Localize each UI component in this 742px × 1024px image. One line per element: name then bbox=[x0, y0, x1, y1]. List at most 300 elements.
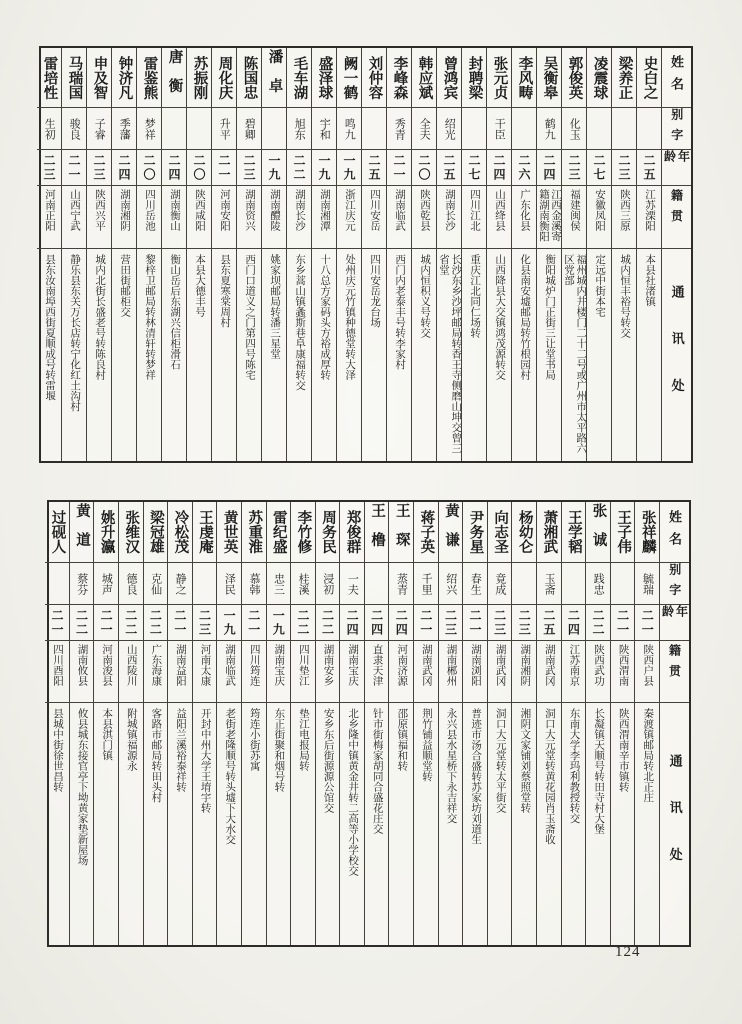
cell-name bbox=[562, 502, 586, 562]
cell-address bbox=[637, 248, 661, 461]
cell-address bbox=[94, 702, 118, 945]
cell-origin bbox=[387, 185, 411, 248]
cell-age bbox=[237, 149, 261, 185]
name-text: 过砚人 bbox=[49, 510, 66, 554]
address-text: 处州庆元竹镇种德堂转大泽 bbox=[344, 254, 356, 380]
cell-name bbox=[37, 48, 61, 107]
age-text: 二〇 bbox=[417, 153, 431, 182]
name-text: 吴衡皋 bbox=[541, 55, 558, 100]
entry-column bbox=[217, 502, 242, 945]
cell-age bbox=[389, 604, 413, 640]
cell-origin bbox=[217, 640, 241, 702]
age-text: 二七 bbox=[467, 153, 481, 182]
name-text: 阙一鹤 bbox=[341, 55, 358, 100]
cell-zi bbox=[463, 562, 487, 604]
cell-address bbox=[488, 702, 512, 945]
age-text: 二三 bbox=[92, 153, 106, 182]
cell-address bbox=[187, 248, 211, 461]
cell-name bbox=[267, 502, 291, 562]
cell-zi bbox=[187, 107, 211, 149]
cell-name bbox=[168, 502, 192, 562]
entry-column bbox=[70, 502, 95, 945]
cell-address bbox=[562, 702, 586, 945]
cell-origin bbox=[587, 185, 611, 248]
age-text: 二二 bbox=[295, 608, 310, 637]
origin-text: 湖南浏阳 bbox=[470, 644, 482, 686]
header-address-text: 通讯处 bbox=[669, 284, 685, 426]
cell-address bbox=[193, 702, 217, 945]
zi-text: 子睿 bbox=[93, 117, 106, 140]
address-text: 垫江电报局转 bbox=[297, 708, 309, 771]
zi-text: 千里 bbox=[420, 572, 433, 595]
cell-origin bbox=[365, 640, 389, 702]
cell-zi bbox=[365, 562, 389, 604]
origin-text: 河南安阳 bbox=[219, 189, 230, 231]
age-text: 二四 bbox=[345, 608, 360, 637]
cell-origin bbox=[316, 640, 340, 702]
name-text: 雷培性 bbox=[41, 55, 58, 100]
origin-text: 陕西户县 bbox=[642, 644, 654, 686]
address-text: 营田街邮柜交 bbox=[119, 254, 131, 317]
cell-address bbox=[162, 248, 186, 461]
cell-age bbox=[267, 604, 291, 640]
cell-zi bbox=[162, 107, 186, 149]
origin-text: 山西绛县 bbox=[494, 189, 505, 231]
cell-address bbox=[87, 248, 111, 461]
cell-origin bbox=[112, 185, 136, 248]
cell-name bbox=[337, 48, 361, 107]
age-text: 二三 bbox=[197, 608, 212, 637]
cell-zi bbox=[637, 107, 661, 149]
cell-name bbox=[488, 502, 512, 562]
name-text: 黄谦 bbox=[442, 503, 459, 561]
cell-name bbox=[340, 502, 364, 562]
zi-text: 绍光 bbox=[443, 117, 456, 140]
entry-column bbox=[137, 48, 162, 461]
zi-text: 绍兴 bbox=[444, 572, 457, 595]
zi-text: 升平 bbox=[218, 117, 231, 140]
address-text: 洞口大元堂转黄花园肖玉斋收 bbox=[543, 708, 555, 845]
address-text: 城内恒丰裕号转交 bbox=[619, 254, 631, 338]
age-text: 二二 bbox=[123, 608, 138, 637]
entry-column bbox=[168, 502, 193, 945]
cell-name bbox=[119, 502, 143, 562]
address-text: 永兴县水星桥下永吉祥交 bbox=[445, 708, 457, 824]
age-text: 二四 bbox=[167, 153, 181, 182]
cell-name bbox=[387, 48, 411, 107]
header-name-label bbox=[662, 48, 691, 107]
origin-text: 四川垫江 bbox=[297, 644, 309, 686]
entry-column bbox=[287, 48, 312, 461]
cell-zi bbox=[487, 107, 511, 149]
name-text: 梁养正 bbox=[616, 55, 633, 100]
name-text: 申及智 bbox=[91, 55, 108, 100]
cell-address bbox=[45, 702, 69, 945]
cell-name bbox=[412, 48, 436, 107]
origin-text: 浙江庆元 bbox=[344, 189, 355, 231]
entry-column bbox=[112, 48, 137, 461]
age-text: 二三 bbox=[517, 608, 532, 637]
cell-address bbox=[340, 702, 364, 945]
zi-text: 慕韩 bbox=[247, 572, 260, 595]
cell-zi bbox=[635, 562, 659, 604]
origin-text: 湖南长沙 bbox=[444, 189, 455, 231]
name-text: 黄道 bbox=[74, 503, 91, 561]
cell-age bbox=[217, 604, 241, 640]
cell-zi bbox=[362, 107, 386, 149]
name-text: 尹务星 bbox=[467, 510, 484, 554]
cell-origin bbox=[262, 185, 286, 248]
cell-name bbox=[462, 48, 486, 107]
name-text: 周化庆 bbox=[216, 55, 233, 100]
age-text: 二五 bbox=[367, 153, 381, 182]
origin-text: 江西金溪寄籍湖南衡阳 bbox=[538, 189, 561, 242]
cell-address bbox=[237, 248, 261, 461]
entry-column bbox=[562, 502, 587, 945]
address-text: 陕西渭南辛市镇转 bbox=[617, 708, 629, 792]
name-text: 刘仲容 bbox=[366, 55, 383, 100]
cell-origin bbox=[119, 640, 143, 702]
cell-name bbox=[611, 502, 635, 562]
age-text: 二三 bbox=[617, 153, 631, 182]
cell-origin bbox=[612, 185, 636, 248]
cell-address bbox=[512, 702, 536, 945]
zi-text: 骏良 bbox=[68, 117, 81, 140]
name-text: 杨幼仑 bbox=[516, 510, 533, 554]
zi-text: 蔡芬 bbox=[75, 572, 88, 595]
origin-text: 四川酉阳 bbox=[51, 644, 63, 686]
cell-name bbox=[587, 48, 611, 107]
address-text: 攸县城东接官亭下坳黄家垫新屋场 bbox=[76, 708, 88, 866]
entry-column bbox=[144, 502, 169, 945]
cell-origin bbox=[187, 185, 211, 248]
cell-origin bbox=[362, 185, 386, 248]
age-text: 二一 bbox=[99, 608, 114, 637]
zi-text: 静之 bbox=[174, 572, 187, 595]
cell-address bbox=[512, 248, 536, 461]
address-text: 益阳兰溪裕泰祥转 bbox=[175, 708, 187, 792]
cell-origin bbox=[242, 640, 266, 702]
address-text: 城内北街长盛老号转陈良村 bbox=[94, 254, 106, 380]
cell-origin bbox=[562, 185, 586, 248]
cell-origin bbox=[144, 640, 168, 702]
cell-zi bbox=[137, 107, 161, 149]
cell-zi bbox=[586, 562, 610, 604]
cell-name bbox=[45, 502, 69, 562]
cell-address bbox=[212, 248, 236, 461]
name-text: 黄世英 bbox=[221, 510, 238, 554]
age-text: 二四 bbox=[369, 608, 384, 637]
entry-column bbox=[537, 502, 562, 945]
cell-origin bbox=[512, 185, 536, 248]
origin-text: 湖南攸县 bbox=[76, 644, 88, 686]
zi-text: 桂溪 bbox=[297, 572, 310, 595]
cell-zi bbox=[437, 107, 461, 149]
name-text: 蒋子英 bbox=[418, 510, 435, 554]
cell-name bbox=[212, 48, 236, 107]
cell-address bbox=[119, 702, 143, 945]
cell-origin bbox=[637, 185, 661, 248]
cell-name bbox=[487, 48, 511, 107]
cell-origin bbox=[168, 640, 192, 702]
entry-column bbox=[537, 48, 562, 461]
origin-text: 江苏溧阳 bbox=[644, 189, 655, 231]
address-text: 东正街聚和烟号转 bbox=[273, 708, 285, 792]
address-text: 定远中街本宅 bbox=[594, 254, 606, 317]
cell-address bbox=[537, 248, 561, 461]
name-text: 雷鉴熊 bbox=[141, 55, 158, 100]
cell-address bbox=[70, 702, 94, 945]
origin-text: 四川岳池 bbox=[144, 189, 155, 231]
name-text: 李竹修 bbox=[295, 510, 312, 554]
header-age-label bbox=[660, 604, 689, 640]
cell-age bbox=[37, 149, 61, 185]
entry-column bbox=[162, 48, 187, 461]
address-text: 山西降县大交镇鸿茂源转交 bbox=[494, 254, 506, 380]
name-text: 史白之 bbox=[641, 55, 658, 100]
cell-zi bbox=[217, 562, 241, 604]
cell-origin bbox=[87, 185, 111, 248]
age-text: 二四 bbox=[394, 608, 409, 637]
origin-text: 湖南武冈 bbox=[494, 644, 506, 686]
cell-address bbox=[437, 248, 461, 461]
zi-text: 全夫 bbox=[418, 117, 431, 140]
cell-address bbox=[635, 702, 659, 945]
cell-address bbox=[611, 702, 635, 945]
cell-address bbox=[387, 248, 411, 461]
cell-age bbox=[316, 604, 340, 640]
entry-column bbox=[437, 48, 462, 461]
entry-column bbox=[637, 48, 662, 461]
entry-column bbox=[193, 502, 218, 945]
name-text: 郭俊英 bbox=[566, 55, 583, 100]
origin-text: 陕西三原 bbox=[619, 189, 630, 231]
origin-text: 安徽凤阳 bbox=[594, 189, 605, 231]
cell-name bbox=[262, 48, 286, 107]
origin-text: 陕西武功 bbox=[593, 644, 605, 686]
name-text: 张诚 bbox=[590, 503, 607, 561]
entry-column bbox=[487, 48, 512, 461]
cell-zi bbox=[312, 107, 336, 149]
age-text: 二一 bbox=[392, 153, 406, 182]
entry-column bbox=[316, 502, 341, 945]
age-text: 二二 bbox=[292, 153, 306, 182]
cell-address bbox=[112, 248, 136, 461]
zi-text: 克仙 bbox=[149, 572, 162, 595]
origin-text: 湖南醴陵 bbox=[269, 189, 280, 231]
entry-column bbox=[488, 502, 513, 945]
address-text: 东乡蒿山镇螽斯巷阜康福转交 bbox=[294, 254, 306, 391]
age-text: 二一 bbox=[172, 608, 187, 637]
header-age-text: 年龄 bbox=[660, 605, 689, 626]
cell-age bbox=[242, 604, 266, 640]
zi-text: 鹤九 bbox=[543, 117, 556, 140]
cell-age bbox=[287, 149, 311, 185]
origin-text: 直隶天津 bbox=[371, 644, 383, 686]
cell-zi bbox=[562, 107, 586, 149]
name-text: 雷纪盛 bbox=[270, 510, 287, 554]
origin-text: 四川江北 bbox=[469, 189, 480, 231]
cell-name bbox=[512, 502, 536, 562]
header-zi-text: 别字 bbox=[667, 563, 682, 604]
cell-zi bbox=[267, 562, 291, 604]
name-text: 凌震球 bbox=[591, 55, 608, 100]
name-text: 张维汉 bbox=[123, 510, 140, 554]
cell-zi bbox=[612, 107, 636, 149]
name-text: 梁冠雄 bbox=[147, 510, 164, 554]
address-text: 筠连小街苏寓 bbox=[248, 708, 260, 771]
age-text: 一九 bbox=[317, 153, 331, 182]
address-text: 普迹市汤合盛转苏家坊刘道生 bbox=[470, 708, 482, 845]
cell-origin bbox=[635, 640, 659, 702]
origin-text: 陕西兴平 bbox=[94, 189, 105, 231]
cell-age bbox=[562, 604, 586, 640]
cell-address bbox=[337, 248, 361, 461]
cell-age bbox=[62, 149, 86, 185]
entry-column bbox=[412, 48, 437, 461]
zi-text: 泽民 bbox=[223, 572, 236, 595]
name-text: 封聘梁 bbox=[466, 55, 483, 100]
cell-name bbox=[242, 502, 266, 562]
origin-text: 湖南郴州 bbox=[445, 644, 457, 686]
cell-origin bbox=[291, 640, 315, 702]
cell-zi bbox=[212, 107, 236, 149]
cell-origin bbox=[212, 185, 236, 248]
cell-zi bbox=[537, 107, 561, 149]
cell-age bbox=[70, 604, 94, 640]
address-text: 安乡东后街源源公馆交 bbox=[322, 708, 334, 813]
zi-text: 践忠 bbox=[592, 572, 605, 595]
cell-age bbox=[193, 604, 217, 640]
zi-text: 春生 bbox=[469, 572, 482, 595]
address-text: 县东夏寒棠周村 bbox=[219, 254, 231, 328]
cell-age bbox=[611, 604, 635, 640]
cell-origin bbox=[439, 640, 463, 702]
origin-text: 湖南资兴 bbox=[244, 189, 255, 231]
cell-age bbox=[612, 149, 636, 185]
cell-origin bbox=[586, 640, 610, 702]
entry-column bbox=[37, 48, 62, 461]
zi-text: 玉斋 bbox=[543, 572, 556, 595]
age-text: 二六 bbox=[517, 153, 531, 182]
cell-name bbox=[362, 48, 386, 107]
cell-zi bbox=[412, 107, 436, 149]
cell-age bbox=[337, 149, 361, 185]
cell-zi bbox=[262, 107, 286, 149]
address-text: 十八总方家码头方裕成厚转 bbox=[319, 254, 331, 380]
cell-address bbox=[137, 248, 161, 461]
age-text: 二三 bbox=[443, 608, 458, 637]
address-text: 县城中街徐世昌转 bbox=[52, 708, 64, 792]
address-text: 北乡隆中镇黄金井转二高等小学校交 bbox=[347, 708, 359, 876]
name-text: 周务民 bbox=[319, 510, 336, 554]
origin-text: 湖南武冈 bbox=[543, 644, 555, 686]
cell-zi bbox=[414, 562, 438, 604]
header-origin-text: 籍贯 bbox=[669, 189, 684, 230]
cell-zi bbox=[112, 107, 136, 149]
cell-address bbox=[412, 248, 436, 461]
cell-address bbox=[365, 702, 389, 945]
cell-name bbox=[537, 502, 561, 562]
entry-column bbox=[562, 48, 587, 461]
entry-column bbox=[291, 502, 316, 945]
header-zi-text: 别字 bbox=[669, 108, 684, 149]
entry-column bbox=[512, 48, 537, 461]
cell-zi bbox=[337, 107, 361, 149]
cell-origin bbox=[462, 185, 486, 248]
address-text: 西门口道义之门第四号陈宅 bbox=[244, 254, 256, 380]
name-text: 王橹 bbox=[369, 503, 386, 561]
header-origin-label bbox=[662, 185, 691, 248]
cell-age bbox=[162, 149, 186, 185]
cell-origin bbox=[537, 185, 561, 248]
origin-text: 湖南宝庆 bbox=[273, 644, 285, 686]
cell-zi bbox=[439, 562, 463, 604]
origin-text: 湖南临武 bbox=[224, 644, 236, 686]
zi-text: 生初 bbox=[43, 117, 56, 140]
cell-age bbox=[94, 604, 118, 640]
name-text: 王学韬 bbox=[565, 510, 582, 554]
cell-age bbox=[637, 149, 661, 185]
cell-address bbox=[414, 702, 438, 945]
cell-origin bbox=[562, 640, 586, 702]
address-text: 湘阴文家铺刘蔡照堂转 bbox=[519, 708, 531, 813]
cell-name bbox=[612, 48, 636, 107]
cell-name bbox=[463, 502, 487, 562]
cell-name bbox=[112, 48, 136, 107]
cell-address bbox=[612, 248, 636, 461]
cell-age bbox=[437, 149, 461, 185]
address-text: 本县大德丰号 bbox=[194, 254, 206, 317]
cell-zi bbox=[316, 562, 340, 604]
zi-text: 浸初 bbox=[321, 572, 334, 595]
cell-age bbox=[45, 604, 69, 640]
cell-zi bbox=[62, 107, 86, 149]
address-text: 西门内老泰丰号转李家村 bbox=[394, 254, 406, 370]
cell-zi bbox=[144, 562, 168, 604]
zi-text: 一夫 bbox=[346, 572, 359, 595]
age-text: 二二 bbox=[320, 608, 335, 637]
cell-age bbox=[537, 149, 561, 185]
address-text: 本县淇门镇 bbox=[101, 708, 113, 761]
cell-age bbox=[212, 149, 236, 185]
cell-age bbox=[586, 604, 610, 640]
cell-origin bbox=[437, 185, 461, 248]
zi-text: 蒸青 bbox=[395, 572, 408, 595]
zi-text: 旭东 bbox=[293, 117, 306, 140]
header-address-label bbox=[662, 248, 691, 461]
address-text: 客路市邮局转田头村 bbox=[150, 708, 162, 803]
address-text: 县东汝南埠西街夏顺成号转雷堰 bbox=[44, 254, 56, 401]
cell-origin bbox=[37, 185, 61, 248]
address-text: 姚家坝邮局转潘三星堂 bbox=[269, 254, 281, 359]
header-name-text: 姓名 bbox=[669, 55, 684, 100]
page-number: 124 bbox=[615, 944, 641, 960]
cell-address bbox=[168, 702, 192, 945]
name-text: 李风畴 bbox=[516, 55, 533, 100]
address-text: 化县南安墟邮局转竹根园村 bbox=[519, 254, 531, 380]
entry-column bbox=[635, 502, 660, 945]
entry-column bbox=[337, 48, 362, 461]
entry-column bbox=[586, 502, 611, 945]
directory-table-top bbox=[39, 46, 693, 463]
name-text: 马瑞国 bbox=[66, 55, 83, 100]
age-text: 二四 bbox=[566, 608, 581, 637]
entry-column bbox=[62, 48, 87, 461]
zi-text: 碧卿 bbox=[243, 117, 256, 140]
age-text: 二四 bbox=[542, 153, 556, 182]
zi-text: 城声 bbox=[100, 572, 113, 595]
